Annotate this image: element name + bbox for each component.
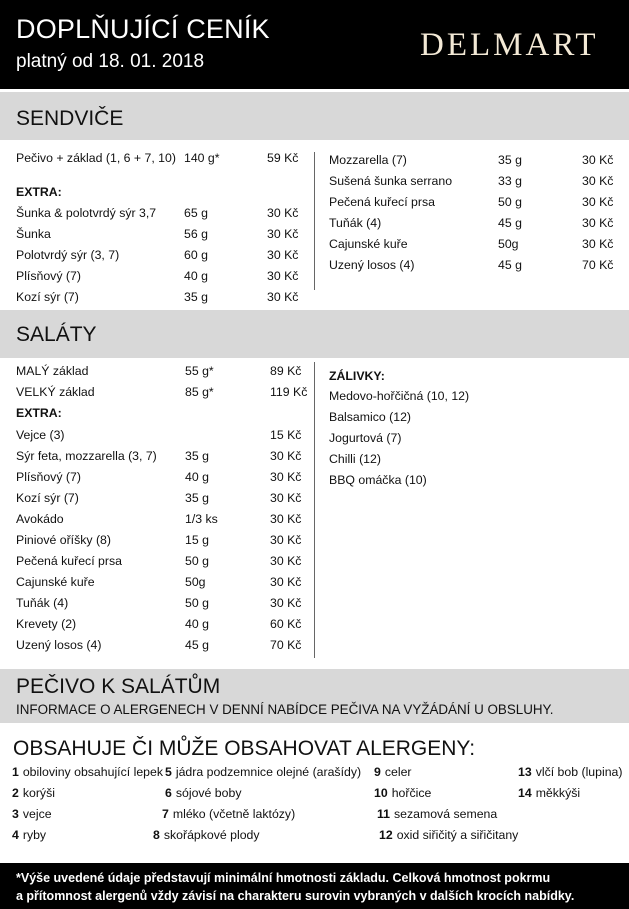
item-weight: 55 g* xyxy=(185,364,214,378)
item-price: 30 Kč xyxy=(270,449,302,463)
item-weight: 60 g xyxy=(184,248,208,262)
allergen-number: 1 xyxy=(12,765,19,779)
item-weight: 45 g xyxy=(498,258,522,272)
allergen-name: korýši xyxy=(22,786,55,800)
item-price: 30 Kč xyxy=(270,512,302,526)
allergen-name: měkkýši xyxy=(535,786,581,800)
item-weight: 50g xyxy=(185,575,206,589)
allergen-item xyxy=(165,786,241,800)
item-weight: 45 g xyxy=(498,216,522,230)
allergen-name: ryby xyxy=(22,828,47,842)
item-name: Uzený losos (4) xyxy=(329,258,415,272)
allergen-item xyxy=(153,828,260,842)
allergen-number: 9 xyxy=(374,765,381,779)
item-name: Cajunské kuře xyxy=(329,237,408,251)
item-weight: 50 g xyxy=(185,596,209,610)
item-weight: 33 g xyxy=(498,174,522,188)
item-name: Plísňový (7) xyxy=(16,470,81,484)
item-price: 30 Kč xyxy=(267,227,299,241)
item-name: Vejce (3) xyxy=(16,428,65,442)
item-name: Piniové oříšky (8) xyxy=(16,533,111,547)
allergen-item xyxy=(518,765,623,779)
item-price: 30 Kč xyxy=(582,216,614,230)
allergen-item xyxy=(374,765,412,779)
item-name: Tuňák (4) xyxy=(329,216,382,230)
valid-from-date: platný od 18. 01. 2018 xyxy=(16,51,205,72)
item-price: 70 Kč xyxy=(270,638,302,652)
item-weight: 56 g xyxy=(184,227,208,241)
allergen-number: 4 xyxy=(12,828,19,842)
item-price: 30 Kč xyxy=(582,174,614,188)
item-weight: 35 g xyxy=(185,491,209,505)
item-name: Tuňák (4) xyxy=(16,596,69,610)
allergen-number: 11 xyxy=(377,807,390,821)
allergen-number: 5 xyxy=(165,765,172,779)
allergen-item xyxy=(12,786,55,800)
dressing-item: Medovo-hořčičná (10, 12) xyxy=(329,389,470,403)
allergen-name: vlčí bob (lupina) xyxy=(535,765,623,779)
item-price: 30 Kč xyxy=(267,206,299,220)
item-name: Šunka xyxy=(16,227,51,241)
item-name: Kozí sýr (7) xyxy=(16,290,79,304)
delmart-logo: DELMART xyxy=(420,27,599,63)
allergen-name: sezamová semena xyxy=(394,807,498,821)
item-price: 15 Kč xyxy=(270,428,302,442)
page-title: DOPLŇUJÍCÍ CENÍK xyxy=(16,14,270,44)
item-weight: 85 g* xyxy=(185,385,214,399)
dressing-item: Jogurtová (7) xyxy=(329,431,402,445)
allergen-name: oxid siřičitý a siřičitany xyxy=(396,828,519,842)
dressings-label: ZÁLIVKY: xyxy=(329,369,385,383)
allergen-name: mléko (včetně laktózy) xyxy=(172,807,296,821)
allergen-item xyxy=(162,807,295,821)
item-price: 119 Kč xyxy=(270,385,308,399)
allergen-name: vejce xyxy=(22,807,52,821)
bread-title: PEČIVO K SALÁTŮM xyxy=(16,675,221,698)
item-name: Kozí sýr (7) xyxy=(16,491,79,505)
sandwiches-title: SENDVIČE xyxy=(16,107,124,130)
item-price: 30 Kč xyxy=(582,237,614,251)
item-weight: 50 g xyxy=(498,195,522,209)
extra-label: EXTRA: xyxy=(16,406,62,420)
item-weight: 65 g xyxy=(184,206,208,220)
column-divider xyxy=(314,152,315,290)
item-name: Mozzarella (7) xyxy=(329,153,407,167)
allergen-number: 6 xyxy=(165,786,172,800)
bread-section-bar xyxy=(0,669,629,723)
footer-line-1: *Výše uvedené údaje představují minimální hmotnosti základu. Celková hmotnost pokrmu xyxy=(16,871,551,885)
sandwiches-section-bar xyxy=(0,92,629,140)
item-weight: 40 g xyxy=(185,470,209,484)
item-price: 30 Kč xyxy=(270,533,302,547)
item-name: Avokádo xyxy=(16,512,64,526)
dressing-item: BBQ omáčka (10) xyxy=(329,473,427,487)
item-price: 59 Kč xyxy=(267,151,299,165)
allergen-item xyxy=(165,765,361,779)
item-weight: 40 g xyxy=(184,269,208,283)
item-name: Uzený losos (4) xyxy=(16,638,102,652)
item-weight: 45 g xyxy=(185,638,209,652)
allergen-item xyxy=(379,828,518,842)
item-price: 30 Kč xyxy=(582,153,614,167)
item-name: VELKÝ základ xyxy=(16,385,95,399)
footer-note xyxy=(0,863,629,909)
item-name: MALÝ základ xyxy=(16,364,89,378)
allergen-item xyxy=(374,786,431,800)
allergen-item xyxy=(12,765,163,779)
allergen-item xyxy=(518,786,580,800)
item-weight: 50g xyxy=(498,237,519,251)
allergen-name: celer xyxy=(384,765,412,779)
extra-label: EXTRA: xyxy=(16,185,62,199)
item-name: Šunka & polotvrdý sýr 3,7 xyxy=(16,206,157,220)
salads-section-bar xyxy=(0,310,629,358)
allergen-name: jádra podzemnice olejné (arašídy) xyxy=(175,765,362,779)
item-name: Cajunské kuře xyxy=(16,575,95,589)
item-price: 30 Kč xyxy=(267,248,299,262)
bread-allergen-note: INFORMACE O ALERGENECH V DENNÍ NABÍDCE PEČIVA NA VYŽÁDÁNÍ U OBSLUHY. xyxy=(16,702,554,717)
item-price: 30 Kč xyxy=(270,470,302,484)
item-price: 30 Kč xyxy=(270,575,302,589)
allergen-item xyxy=(12,807,52,821)
item-weight: 15 g xyxy=(185,533,209,547)
dressing-item: Balsamico (12) xyxy=(329,410,412,424)
item-weight: 35 g xyxy=(498,153,522,167)
item-weight: 50 g xyxy=(185,554,209,568)
dressing-item: Chilli (12) xyxy=(329,452,381,466)
item-name: Pečivo + základ (1, 6 + 7, 10) xyxy=(16,151,176,165)
allergen-item xyxy=(12,828,46,842)
allergen-name: sójové boby xyxy=(175,786,242,800)
allergen-number: 7 xyxy=(162,807,169,821)
allergen-name: obiloviny obsahující lepek xyxy=(22,765,163,779)
allergen-item xyxy=(377,807,497,821)
header xyxy=(0,0,629,89)
item-price: 30 Kč xyxy=(270,491,302,505)
item-price: 30 Kč xyxy=(270,554,302,568)
item-name: Polotvrdý sýr (3, 7) xyxy=(16,248,120,262)
allergen-number: 10 xyxy=(374,786,388,800)
item-name: Krevety (2) xyxy=(16,617,77,631)
allergen-number: 14 xyxy=(518,786,532,800)
allergen-number: 13 xyxy=(518,765,532,779)
item-price: 70 Kč xyxy=(582,258,614,272)
allergen-number: 2 xyxy=(12,786,19,800)
item-name: Plísňový (7) xyxy=(16,269,81,283)
item-price: 30 Kč xyxy=(267,290,299,304)
item-price: 30 Kč xyxy=(270,596,302,610)
item-name: Sušená šunka serrano xyxy=(329,174,453,188)
allergen-name: skořápkové plody xyxy=(163,828,260,842)
allergens-title: OBSAHUJE ČI MŮŽE OBSAHOVAT ALERGENY: xyxy=(13,737,476,760)
allergen-name: hořčice xyxy=(391,786,432,800)
column-divider xyxy=(314,362,315,658)
item-name: Pečená kuřecí prsa xyxy=(329,195,435,209)
item-price: 30 Kč xyxy=(267,269,299,283)
item-price: 89 Kč xyxy=(270,364,302,378)
salads-title: SALÁTY xyxy=(16,323,97,346)
item-weight: 40 g xyxy=(185,617,209,631)
allergen-number: 3 xyxy=(12,807,19,821)
footer-line-2: a přítomnost alergenů vždy závisí na charakteru surovin vybraných v dalších krocích nabídky. xyxy=(16,889,575,903)
item-weight: 35 g xyxy=(184,290,208,304)
item-name: Pečená kuřecí prsa xyxy=(16,554,122,568)
item-weight: 35 g xyxy=(185,449,209,463)
item-price: 30 Kč xyxy=(582,195,614,209)
item-name: Sýr feta, mozzarella (3, 7) xyxy=(16,449,157,463)
item-price: 60 Kč xyxy=(270,617,302,631)
item-weight: 1/3 ks xyxy=(185,512,218,526)
allergen-number: 12 xyxy=(379,828,393,842)
allergen-number: 8 xyxy=(153,828,160,842)
item-weight: 140 g* xyxy=(184,151,220,165)
